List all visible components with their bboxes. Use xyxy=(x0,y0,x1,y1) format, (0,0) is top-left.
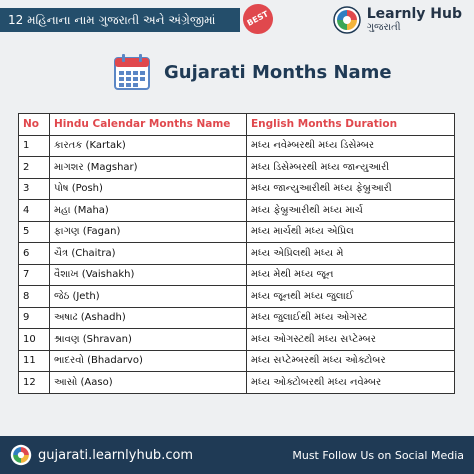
row-number: 6 xyxy=(19,243,50,265)
row-number: 7 xyxy=(19,264,50,286)
brand-name: Learnly Hub xyxy=(366,5,462,22)
table-row xyxy=(19,264,455,286)
table-row xyxy=(19,221,455,243)
top-banner: 12 મહિનાના નામ ગુજરાતી અને અંગ્રેજીમાં xyxy=(0,8,240,32)
table-row xyxy=(19,178,455,200)
month-name: ફાગણ (Fagan) xyxy=(50,221,247,243)
month-name: મહા (Maha) xyxy=(50,200,247,222)
month-name: પોષ (Posh) xyxy=(50,178,247,200)
table-row xyxy=(19,157,455,179)
page-title: Gujarati Months Name xyxy=(164,61,392,83)
header-hindu-month: Hindu Calendar Months Name xyxy=(50,114,247,136)
month-duration: મધ્ય જૂનથી મધ્ય જુલાઈ xyxy=(247,286,455,308)
months-table xyxy=(18,113,455,394)
table-row xyxy=(19,329,455,351)
row-number: 10 xyxy=(19,329,50,351)
month-duration: મધ્ય સપ્ટેમ્બરથી મધ્ય ઓક્ટોબર xyxy=(247,350,455,372)
calendar-icon xyxy=(112,52,152,92)
table-header-row xyxy=(19,114,455,136)
month-duration: મધ્ય એપ્રિલથી મધ્ય મે xyxy=(247,243,455,265)
footer-site xyxy=(10,444,193,466)
month-duration: મધ્ય નવેમ્બરથી મધ્ય ડિસેમ્બર xyxy=(247,135,455,157)
row-number: 8 xyxy=(19,286,50,308)
row-number: 5 xyxy=(19,221,50,243)
row-number: 3 xyxy=(19,178,50,200)
month-name: અષાઢ (Ashadh) xyxy=(50,307,247,329)
month-name: ભાદરવો (Bhadarvo) xyxy=(50,350,247,372)
follow-text: Must Follow Us on Social Media xyxy=(292,448,464,462)
row-number: 1 xyxy=(19,135,50,157)
table-row xyxy=(19,307,455,329)
month-duration: મધ્ય જુલાઈથી મધ્ય ઓગસ્ટ xyxy=(247,307,455,329)
learnly-hub-logo-icon xyxy=(333,6,361,34)
site-link[interactable]: gujarati.learnlyhub.com xyxy=(38,447,194,463)
table-row xyxy=(19,286,455,308)
learnly-hub-logo-icon xyxy=(10,444,32,466)
header-english-duration: English Months Duration xyxy=(247,114,455,136)
brand-subtitle: ગુજરાતી xyxy=(366,22,401,34)
row-number: 2 xyxy=(19,157,50,179)
table-row xyxy=(19,243,455,265)
row-number: 9 xyxy=(19,307,50,329)
row-number: 4 xyxy=(19,200,50,222)
table-row xyxy=(19,350,455,372)
month-name: શ્રાવણ (Shravan) xyxy=(50,329,247,351)
month-duration: મધ્ય મેથી મધ્ય જૂન xyxy=(247,264,455,286)
month-name: જેઠ (Jeth) xyxy=(50,286,247,308)
table-row xyxy=(19,135,455,157)
row-number: 12 xyxy=(19,372,50,394)
month-duration: મધ્ય ફેબ્રુઆરીથી મધ્ય માર્ચ xyxy=(247,200,455,222)
month-duration: મધ્ય ડિસેમ્બરથી મધ્ય જાન્યુઆરી xyxy=(247,157,455,179)
month-duration: મધ્ય માર્ચથી મધ્ય એપ્રિલ xyxy=(247,221,455,243)
footer xyxy=(0,436,474,474)
month-name: ચૈત્ર (Chaitra) xyxy=(50,243,247,265)
header-no: No xyxy=(19,114,50,136)
best-badge: BEST xyxy=(238,0,279,39)
month-duration: મધ્ય ઓગસ્ટથી મધ્ય સપ્ટેમ્બર xyxy=(247,329,455,351)
title-row xyxy=(112,52,392,92)
row-number: 11 xyxy=(19,350,50,372)
table-row xyxy=(19,200,455,222)
brand[interactable] xyxy=(333,6,462,34)
month-duration: મધ્ય ઓક્ટોબરથી મધ્ય નવેમ્બર xyxy=(247,372,455,394)
month-duration: મધ્ય જાન્યુઆરીથી મધ્ય ફેબ્રુઆરી xyxy=(247,178,455,200)
month-name: આસો (Aaso) xyxy=(50,372,247,394)
month-name: કારતક (Kartak) xyxy=(50,135,247,157)
month-name: વૈશાખ (Vaishakh) xyxy=(50,264,247,286)
table-row xyxy=(19,372,455,394)
month-name: માગશર (Magshar) xyxy=(50,157,247,179)
